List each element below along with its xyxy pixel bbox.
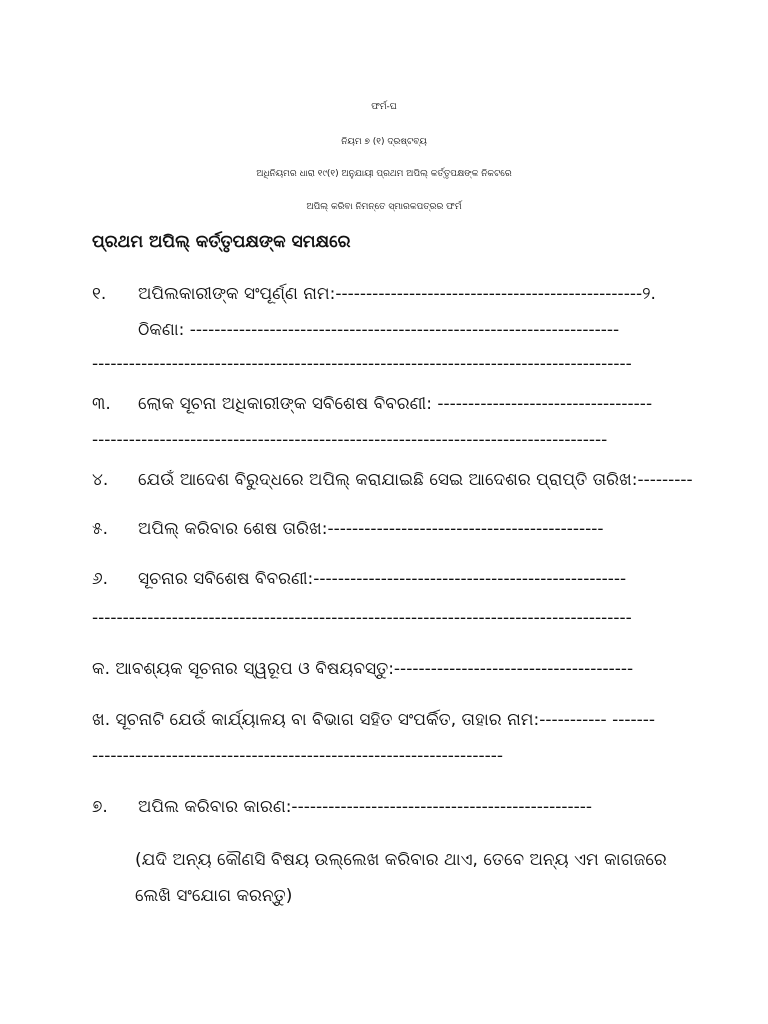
item-number: ୪. [92, 470, 109, 490]
rule-reference: ନିୟମ ୭ (୧) ଦ୍ରଷ୍ଟବ୍ୟ [341, 137, 427, 147]
item-info-details [92, 567, 626, 591]
item-label: ଅପିଲ କରିବାର କାରଣ:------------------------------------------------- [138, 797, 593, 817]
address-continuation: ---------------------------------------------------------------------------------------- [92, 354, 632, 374]
memorandum-line: ଅପିଲ୍ କରିବା ନିମନ୍ତେ ସ୍ମାରକପତ୍ରର ଫର୍ମ [306, 202, 462, 212]
item-number: ୩. [92, 394, 111, 414]
kha-continuation: ------------------------------------------------------------------- [92, 746, 503, 766]
addressee-heading: ପ୍ରଥମ ଅପିଲ୍ କର୍ତ୍ତୃପକ୍ଷଙ୍କ ସମକ୍ଷରେ [92, 232, 351, 252]
item-number: ୬. [92, 569, 109, 589]
act-section-line: ଅଧିନିୟମର ଧାରା ୧୯(୧) ଅନୁଯାୟୀ ପ୍ରଥମ ଅପିଲ୍ କର୍ତ୍ତୃପକ୍ଷଙ୍କ ନିକଟରେ [256, 169, 512, 179]
item-number: ୭. [92, 797, 108, 817]
item-number: ୧. [92, 284, 107, 304]
info-continuation: ---------------------------------------------------------------------------------------- [92, 608, 632, 628]
item-pio-details [92, 392, 652, 416]
item-appellant-name [92, 282, 656, 306]
item-order-date [92, 468, 693, 492]
item-label: ଅପିଲ୍ କରିବାର ଶେଷ ତାରିଖ:--------------------------------------------- [138, 519, 604, 539]
note-line-1: (ଯଦି ଅନ୍ୟ କୌଣସି ବିଷୟ ଉଲ୍ଲେଖ କରିବାର ଥାଏ, ତେବେ ଅନ୍ୟ ଏମ କାଗଜରେ [135, 850, 667, 870]
item-label: ଯେଉଁ ଆଦେଶ ବିରୁଦ୍ଧରେ ଅପିଲ୍ କରାଯାଇଛି ସେଇ ଆଦେଶର ପ୍ରାପ୍ତି ତାରିଖ:--------- [138, 470, 693, 490]
item-appeal-reason [92, 795, 592, 819]
sub-item-ka: କ. ଆବଶ୍ୟକ ସୂଚନାର ସ୍ୱରୂପ ଓ ବିଷୟବସ୍ତୁ:--------------------------------------- [92, 659, 634, 679]
note-line-2: ଲେଖି ସଂଯୋଗ କରନ୍ତୁ) [135, 886, 293, 906]
item-label: ଅପିଲକାରୀଙ୍କ ସଂପୂର୍ଣ୍ଣ ନାମ:--------------------------------------------------୨. [138, 284, 656, 304]
item-last-date [92, 517, 604, 541]
sub-item-kha: ଖ. ସୂଚନାଟି ଯେଉଁ କାର୍ଯ୍ୟାଳୟ ବା ବିଭାଗ ସହିତ ସଂପର୍କିତ, ତାହାର ନାମ:----------- ------- [92, 710, 656, 730]
pio-continuation: ------------------------------------------------------------------------------------ [92, 430, 608, 450]
item-label: ଲୋକ ସୂଚନା ଅଧିକାରୀଙ୍କ ସବିଶେଷ ବିବରଣୀ: ----------------------------------- [138, 394, 653, 414]
item-number: ୫. [92, 519, 109, 539]
form-title: ଫର୍ମ-ଘ [371, 102, 397, 112]
item-label: ସୂଚନାର ସବିଶେଷ ବିବରଣୀ:--------------------------------------------------- [138, 569, 627, 589]
item-address: ଠିକଣା: ---------------------------------------------------------------------- [138, 320, 620, 340]
